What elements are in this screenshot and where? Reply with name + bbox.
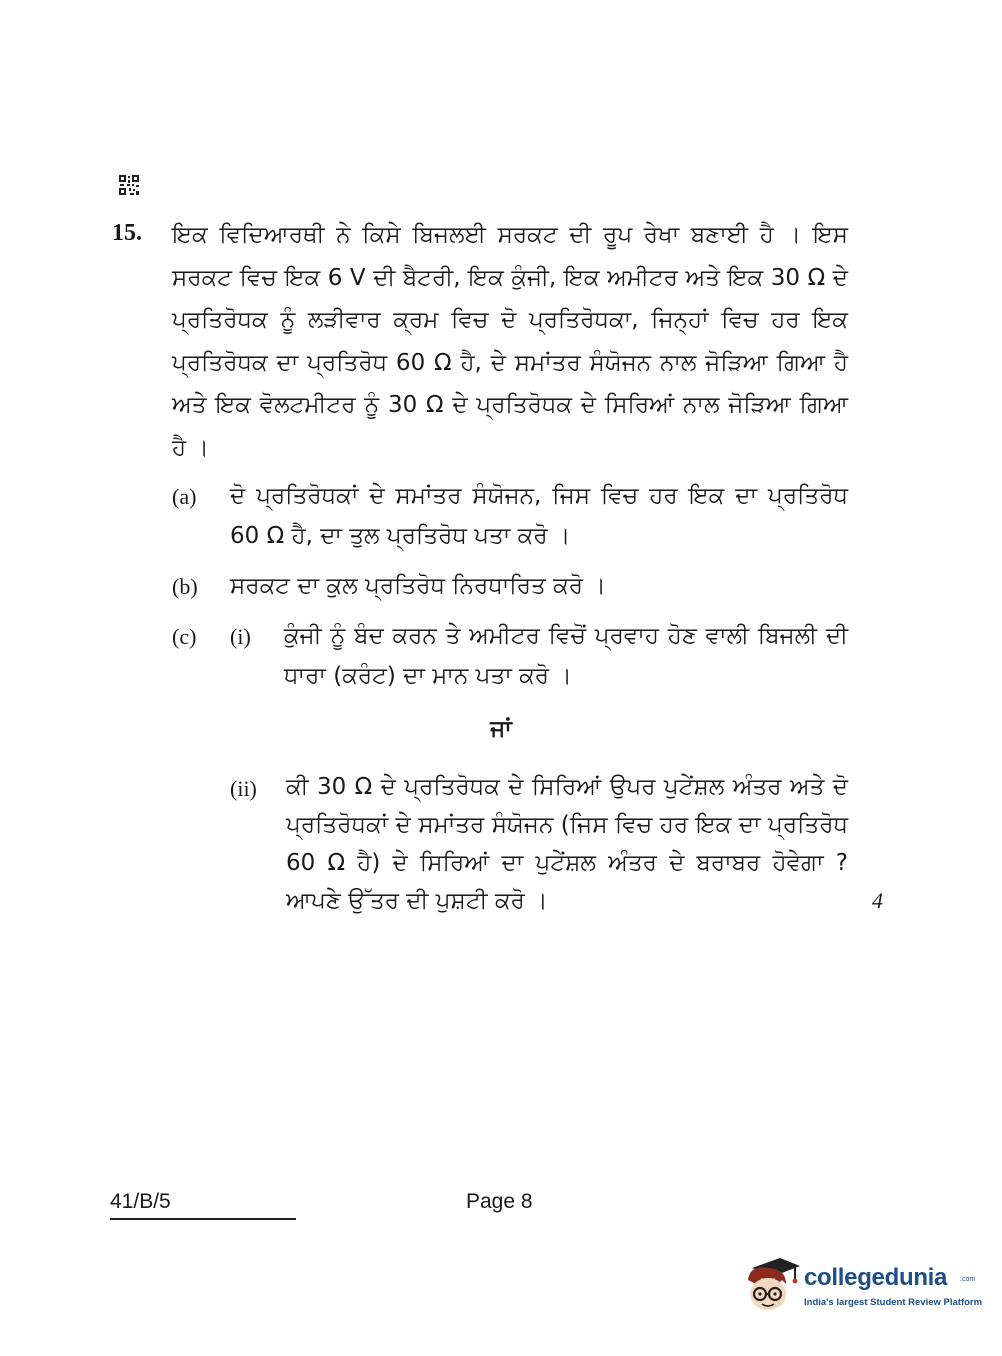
- graduate-mascot-icon: [742, 1250, 802, 1316]
- part-c-ii-text: ਕੀ 30 Ω ਦੇ ਪ੍ਰਤਿਰੋਧਕ ਦੇ ਸਿਰਿਆਂ ਉਪਰ ਪੁਟੇਂਸ਼ਲ ਅੰਤਰ ਅਤੇ ਦੋ ਪ੍ਰਤਿਰੋਧਕਾਂ ਦੇ ਸਮਾਂਤਰ ਸੰਯੋਜਨ (ਜਿਸ ਵਿਚ ਹਰ ਇਕ ਦਾ ਪ੍ਰਤਿਰੋਧ 60 Ω ਹੈ) ਦੇ ਸਿਰਿਆਂ ਦਾ ਪੁਟੇਂਸ਼ਲ ਅੰਤਰ ਦੇ ਬਰਾਬਰ ਹੋਵੇਗਾ ? ਆਪਣੇ ਉੱਤਰ ਦੀ ਪੁਸ਼ਟੀ ਕਰੋ ।: [286, 774, 848, 914]
- paper-code: 41/B/5: [110, 1190, 171, 1213]
- logo-tagline: India's largest Student Review Platform: [804, 1297, 983, 1308]
- marks: 4: [872, 888, 883, 913]
- question-stem: ਇਕ ਵਿਦਿਆਰਥੀ ਨੇ ਕਿਸੇ ਬਿਜਲਈ ਸਰਕਟ ਦੀ ਰੂਪ ਰੇਖਾ ਬਣਾਈ ਹੈ । ਇਸ ਸਰਕਟ ਵਿਚ ਇਕ 6 V ਦੀ ਬੈਟਰੀ, ਇਕ ਕੁੰਜੀ, ਇਕ ਅਮੀਟਰ ਅਤੇ ਇਕ 30 Ω ਦੇ ਪ੍ਰਤਿਰੋਧਕ ਨੂੰ ਲੜੀਵਾਰ ਕ੍ਰਮ ਵਿਚ ਦੋ ਪ੍ਰਤਿਰੋਧਕਾ, ਜਿਨ੍ਹਾਂ ਵਿਚ ਹਰ ਇਕ ਪ੍ਰਤਿਰੋਧਕ ਦਾ ਪ੍ਰਤਿਰੋਧ 60 Ω ਹੈ, ਦੇ ਸਮਾਂਤਰ ਸੰਯੋਜਨ ਨਾਲ ਜੋੜਿਆ ਗਿਆ ਹੈ ਅਤੇ ਇਕ ਵੋਲਟਮੀਟਰ ਨੂੰ 30 Ω ਦੇ ਪ੍ਰਤਿਰੋਧਕ ਦੇ ਸਿਰਿਆਂ ਨਾਲ ਜੋੜਿਆ ਗਿਆ ਹੈ ।: [172, 222, 848, 461]
- collegedunia-logo: [742, 1250, 983, 1320]
- part-b-text: ਸਰਕਟ ਦਾ ਕੁਲ ਪ੍ਰਤਿਰੋਧ ਨਿਰਧਾਰਿਤ ਕਰੋ ।: [230, 573, 606, 599]
- part-c-ii-label: (ii): [230, 776, 257, 801]
- or-separator: ਜਾਂ: [490, 716, 512, 742]
- footer-rule: [110, 1218, 296, 1220]
- part-c-label: (c): [172, 624, 197, 649]
- page-number: Page 8: [466, 1190, 533, 1213]
- part-c-i-text: ਕੁੰਜੀ ਨੂੰ ਬੰਦ ਕਰਨ ਤੇ ਅਮੀਟਰ ਵਿਚੋਂ ਪ੍ਰਵਾਹ ਹੋਣ ਵਾਲੀ ਬਿਜਲੀ ਦੀ ਧਾਰਾ (ਕਰੰਟ) ਦਾ ਮਾਨ ਪਤਾ ਕਰੋ ।: [284, 623, 848, 689]
- part-a-label: (a): [172, 484, 197, 509]
- qr-code-icon: [118, 174, 140, 196]
- logo-name: collegedunia: [804, 1264, 948, 1291]
- part-b-label: (b): [172, 574, 198, 599]
- part-a-text: ਦੋ ਪ੍ਰਤਿਰੋਧਕਾਂ ਦੇ ਸਮਾਂਤਰ ਸੰਯੋਜਨ, ਜਿਸ ਵਿਚ ਹਰ ਇਕ ਦਾ ਪ੍ਰਤਿਰੋਧ 60 Ω ਹੈ, ਦਾ ਤੁਲ ਪ੍ਰਤਿਰੋਧ ਪਤਾ ਕਰੋ ।: [230, 483, 848, 549]
- logo-dot-com: .com: [960, 1276, 976, 1283]
- part-c-i-label: (i): [230, 624, 251, 649]
- question-number: 15.: [112, 220, 142, 246]
